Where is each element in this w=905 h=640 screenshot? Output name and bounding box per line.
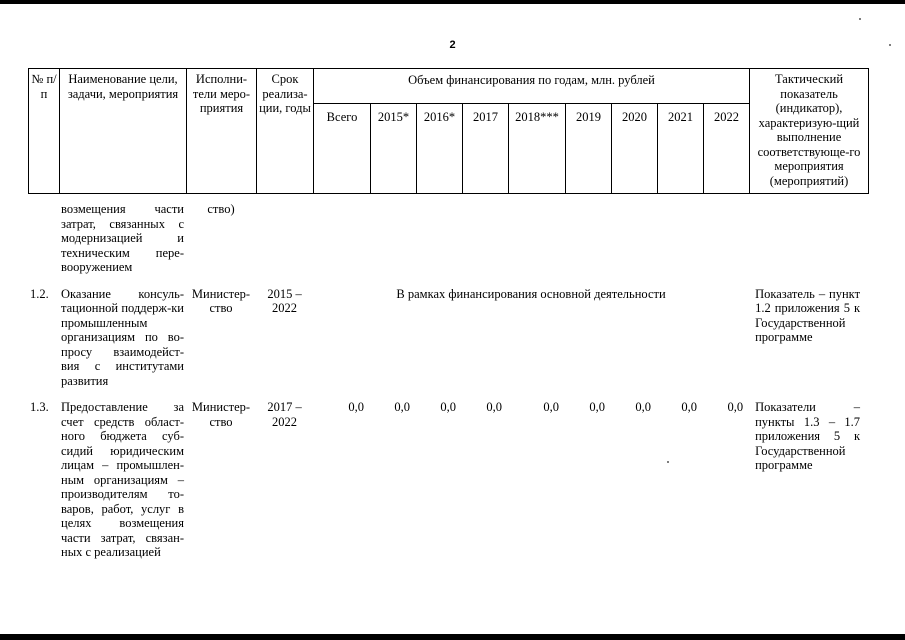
- row-value-2015: 0,0: [394, 400, 410, 414]
- header-name: Наименование цели, задачи, мероприятия: [60, 69, 187, 194]
- row-number: [28, 202, 59, 275]
- table-row: [28, 400, 868, 560]
- header-no: № п/п: [29, 69, 60, 194]
- row-name: Оказание консуль-тационной поддерж-ки промышленным организациям по во-просу взаимодейст-вия с институтами развития: [61, 286, 184, 388]
- scan-speck: [859, 18, 861, 20]
- row-value-2020: 0,0: [635, 400, 651, 414]
- header-indicator: Тактический показатель (индикатор), характеризую-щий выполнение соответствующе-го мероприятия (мероприятий): [750, 69, 869, 194]
- row-financing: [313, 202, 749, 275]
- row-name: Предоставление за счет средств област-ного бюджета суб-сидий юридическим лицам – промышлен-ным организациям – производителям то-варов, работ, услуг в целях возмещения части затрат, связан-ных с реализацией: [61, 400, 184, 559]
- row-term: [256, 202, 313, 275]
- header-year-2020: 2020: [612, 104, 658, 194]
- row-financing-note: В рамках финансирования основной деятельности: [396, 286, 666, 301]
- table-header: [28, 68, 869, 194]
- row-indicator: Показатель – пункт 1.2 приложения 5 к Государственной программе: [755, 286, 861, 344]
- row-value-2022: 0,0: [727, 400, 744, 414]
- header-financing: Объем финансирования по годам, млн. рублей: [314, 69, 750, 104]
- row-number: 1.2.: [30, 286, 49, 301]
- header-executor: Исполни-тели меро-приятия: [187, 69, 257, 194]
- header-year-2021: 2021: [658, 104, 704, 194]
- row-executor: Министер-ство: [191, 286, 251, 315]
- page-number: 2: [449, 39, 456, 51]
- bottom-scan-border: [0, 634, 905, 640]
- header-year-total: Всего: [314, 104, 371, 194]
- header-year-2019: 2019: [566, 104, 612, 194]
- top-scan-border: [0, 0, 905, 4]
- row-value-2017: 0,0: [486, 400, 502, 414]
- table-row: [28, 287, 868, 389]
- row-name: возмещения части затрат, связанных с модернизацией и техническим пере-вооружением: [61, 202, 184, 274]
- row-indicator: Показатели – пункты 1.3 – 1.7 приложения 5 к Государственной программе: [755, 400, 861, 472]
- header-term: Срок реализа-ции, годы: [257, 69, 314, 194]
- row-value-2019: 0,0: [589, 400, 605, 414]
- row-value-2018: 0,0: [543, 400, 559, 414]
- header-year-2017: 2017: [463, 104, 509, 194]
- row-executor: Министер-ство: [191, 400, 251, 429]
- header-year-2016: 2016*: [417, 104, 463, 194]
- row-indicator: [749, 202, 868, 275]
- row-term: 2017 – 2022: [267, 400, 302, 429]
- row-value-2021: 0,0: [681, 400, 697, 414]
- header-year-2015: 2015*: [371, 104, 417, 194]
- row-value-2016: 0,0: [440, 400, 456, 414]
- header-year-2018: 2018***: [509, 104, 566, 194]
- row-number: 1.3.: [30, 400, 49, 414]
- row-term: 2015 – 2022: [267, 286, 302, 315]
- row-value-total: 0,0: [348, 400, 364, 414]
- row-executor: ство): [207, 202, 235, 216]
- table-body: [28, 202, 868, 560]
- table-row: [28, 202, 868, 275]
- header-year-2022: 2022: [704, 104, 750, 194]
- scan-speck: [889, 44, 891, 46]
